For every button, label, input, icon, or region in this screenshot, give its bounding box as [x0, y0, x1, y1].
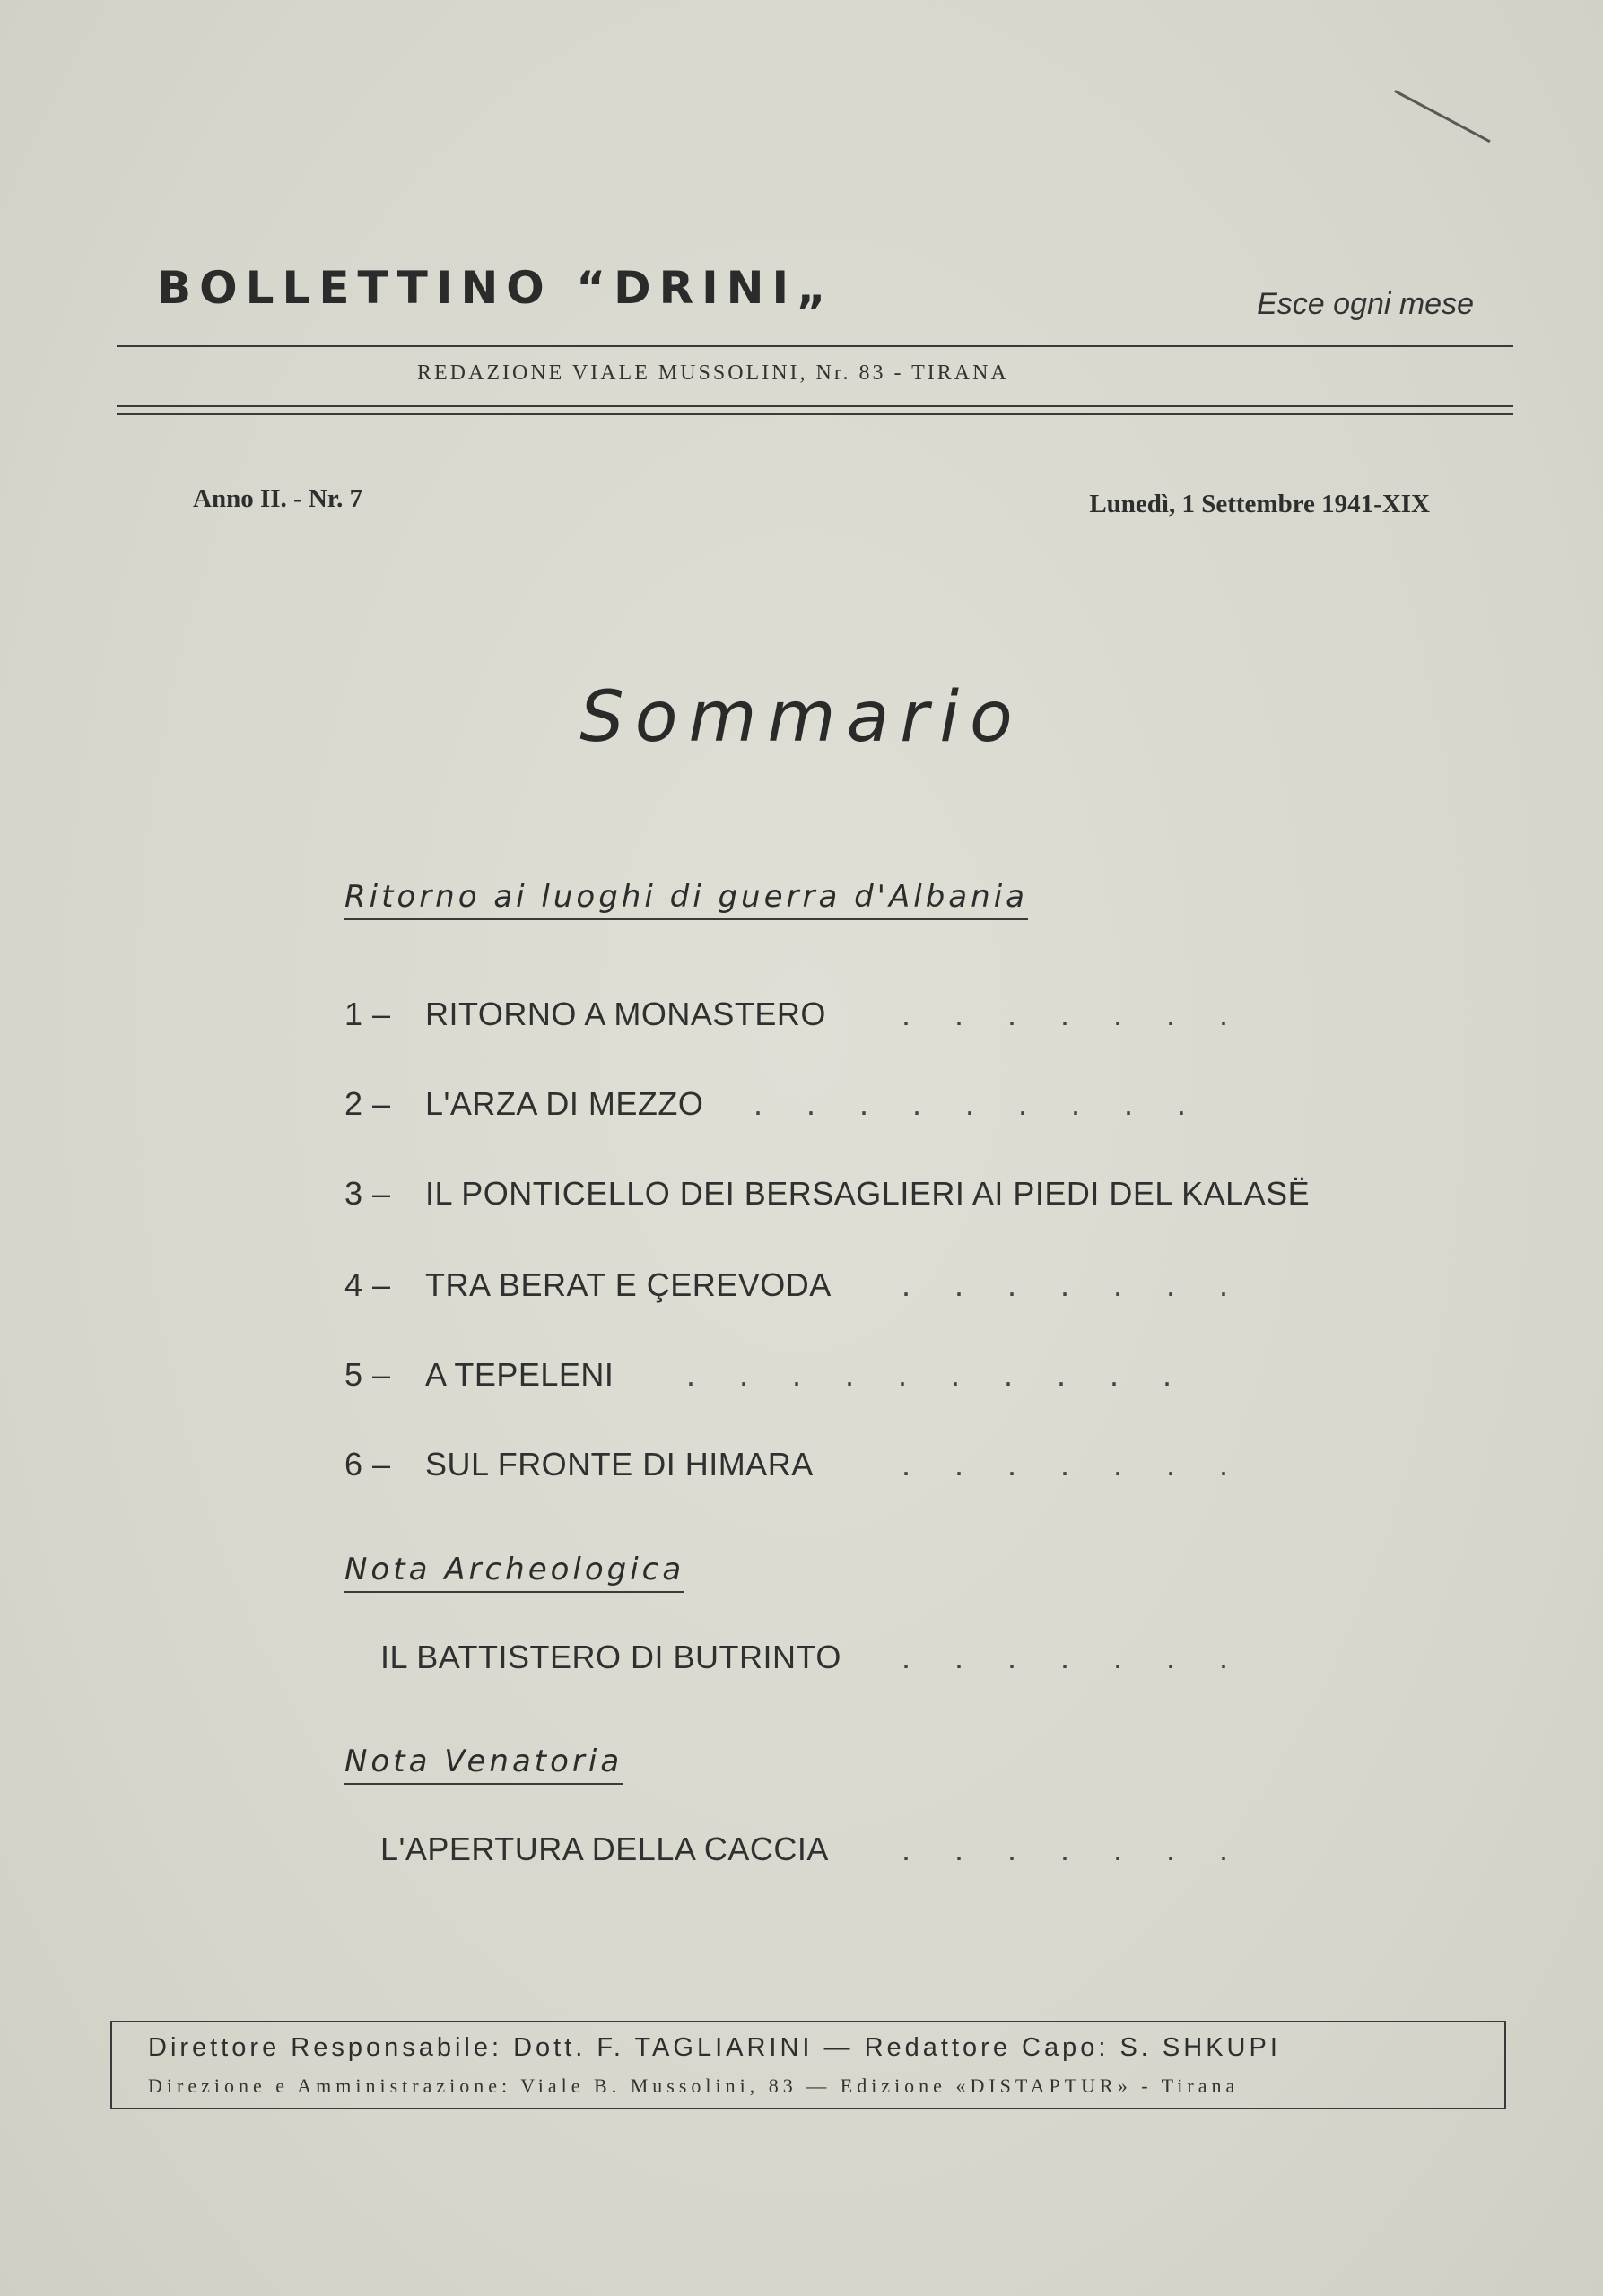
header-rule-double-2 [117, 413, 1513, 415]
dot-leader: ......... [754, 1085, 1231, 1122]
publication-frequency: Esce ogni mese [1257, 287, 1474, 321]
toc-entry-number: 6 – [344, 1446, 391, 1483]
toc-entry-title: TRA BERAT E ÇEREVODA [425, 1266, 832, 1303]
toc-entry-title: IL PONTICELLO DEI BERSAGLIERI AI PIEDI DEL KALASË [425, 1175, 1311, 1212]
toc-entry [344, 1085, 703, 1123]
paper-scratch [1394, 90, 1490, 143]
toc-entry-number: 4 – [344, 1266, 391, 1303]
toc-entry [344, 1175, 1310, 1213]
toc-entry-title: L'ARZA DI MEZZO [425, 1085, 704, 1122]
dot-leader: ....... [902, 1446, 1273, 1483]
editorial-address: REDAZIONE VIALE MUSSOLINI, Nr. 83 - TIRANA [417, 361, 1009, 385]
administration-address: Direzione e Amministrazione: Viale B. Mussolini, 83 — Edizione «DISTAPTUR» - Tirana [148, 2074, 1240, 2097]
toc-entry [344, 1446, 814, 1483]
header-rule-double-1 [117, 405, 1513, 407]
newsletter-title: BOLLETTINO “DRINI„ [157, 262, 834, 314]
toc-entry [380, 1831, 829, 1868]
toc-entry-number: 2 – [344, 1085, 391, 1122]
toc-entry-title: SUL FRONTE DI HIMARA [425, 1446, 814, 1483]
dot-leader: ....... [902, 1266, 1273, 1303]
dot-leader: ....... [902, 1831, 1273, 1867]
toc-entry [344, 1266, 832, 1304]
section-heading-hunting: Nota Venatoria [344, 1744, 623, 1785]
section-heading-war-places: Ritorno ai luoghi di guerra d'Albania [344, 879, 1028, 920]
page-title: Sommario [579, 677, 1024, 758]
toc-entry [380, 1639, 841, 1676]
toc-entry-title: IL BATTISTERO DI BUTRINTO [380, 1639, 841, 1675]
editor-credits: Direttore Responsabile: Dott. F. TAGLIARINI — Redattore Capo: S. SHKUPI [148, 2033, 1281, 2062]
toc-entry-number: 3 – [344, 1175, 391, 1212]
dot-leader: ....... [902, 1639, 1273, 1675]
toc-entry-title: L'APERTURA DELLA CACCIA [380, 1831, 829, 1867]
toc-entry [344, 996, 826, 1033]
header-rule-top [117, 345, 1513, 347]
toc-entry [344, 1356, 614, 1394]
toc-entry-title: A TEPELENI [425, 1356, 614, 1393]
masthead-box [110, 2021, 1506, 2109]
issue-number: Anno II. - Nr. 7 [193, 484, 363, 513]
toc-entry-title: RITORNO A MONASTERO [425, 996, 826, 1032]
issue-date: Lunedì, 1 Settembre 1941-XIX [1089, 490, 1430, 518]
section-heading-archaeology: Nota Archeologica [344, 1552, 684, 1593]
toc-entry-number: 5 – [344, 1356, 391, 1393]
dot-leader: ....... [902, 996, 1273, 1032]
dot-leader: .......... [686, 1356, 1216, 1393]
toc-entry-number: 1 – [344, 996, 391, 1032]
